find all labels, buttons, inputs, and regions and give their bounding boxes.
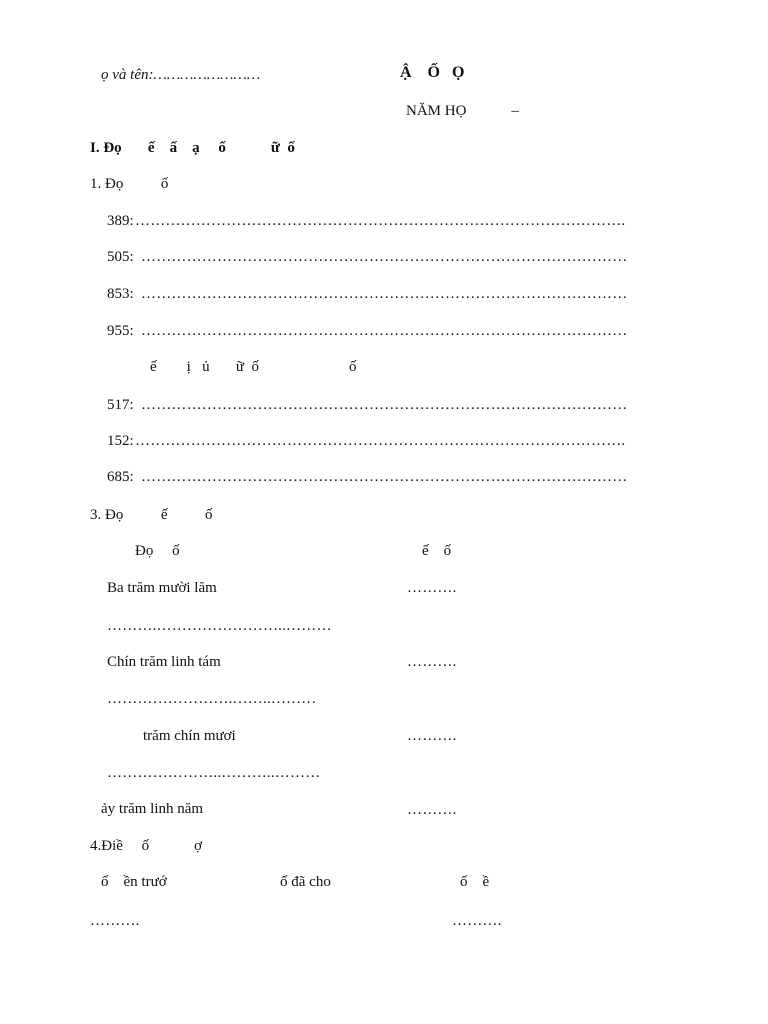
- write-answer-line[interactable]: ……….: [407, 654, 457, 670]
- question-2-label: ế ị ủ ữ ố ố: [150, 359, 357, 375]
- number-label: 517:: [107, 397, 138, 413]
- number-label: 505:: [107, 249, 138, 265]
- read-text: ảy trăm linh năm: [101, 801, 204, 817]
- section-heading: I. Đọ ế ấ ạ ố ữ ố: [90, 140, 295, 156]
- answer-line[interactable]: ……………………………………………………………………………………: [141, 249, 628, 265]
- read-text: trăm chín mươi: [143, 728, 236, 744]
- write-answer-line[interactable]: ……….: [407, 728, 457, 744]
- answer-line[interactable]: ……………………………………………………………………………………: [141, 286, 628, 302]
- school-year: NĂM HỌ –: [406, 103, 519, 119]
- number-label: 955:: [107, 323, 138, 339]
- next-answer-line[interactable]: ……….: [452, 913, 502, 929]
- read-text: Ba trăm mười lăm: [107, 580, 217, 596]
- answer-line[interactable]: ……………………………………………………………………………………: [141, 397, 628, 413]
- question-4-label: 4.Điề ố ợ: [90, 838, 203, 854]
- question-3-label: 3. Đọ ế ố: [90, 507, 213, 523]
- previous-answer-line[interactable]: ……….: [90, 913, 140, 929]
- number-label: 853:: [107, 286, 138, 302]
- read-answer-line[interactable]: ……….……………………..………: [107, 618, 332, 634]
- number-label: 152:: [107, 433, 134, 449]
- question-1-label: 1. Đọ ố: [90, 176, 169, 192]
- answer-line[interactable]: …………………………………………………………………………………….: [135, 213, 626, 229]
- read-text: Chín trăm linh tám: [107, 654, 221, 670]
- column-header-write: ế ố: [422, 543, 452, 559]
- answer-line[interactable]: …………………………………………………………………………………….: [135, 433, 626, 449]
- write-answer-line[interactable]: ……….: [407, 802, 457, 818]
- number-label: 685:: [107, 469, 138, 485]
- page-title: Ậ Ố Ọ: [400, 64, 465, 81]
- student-name-label: ọ và tên:……………………: [101, 67, 261, 83]
- column-header-read: Đọ ố: [135, 543, 180, 559]
- column-header-next: ố ề: [460, 874, 490, 890]
- read-answer-line[interactable]: …………………..………..………: [107, 765, 321, 781]
- number-label: 389:: [107, 213, 134, 229]
- answer-line[interactable]: ……………………………………………………………………………………: [141, 469, 628, 485]
- read-answer-line[interactable]: …………………….……..………: [107, 691, 317, 707]
- column-header-previous: ố ền trướ: [101, 874, 167, 890]
- answer-line[interactable]: ……………………………………………………………………………………: [141, 323, 628, 339]
- column-header-given: ố đã cho: [280, 874, 331, 890]
- write-answer-line[interactable]: ……….: [407, 580, 457, 596]
